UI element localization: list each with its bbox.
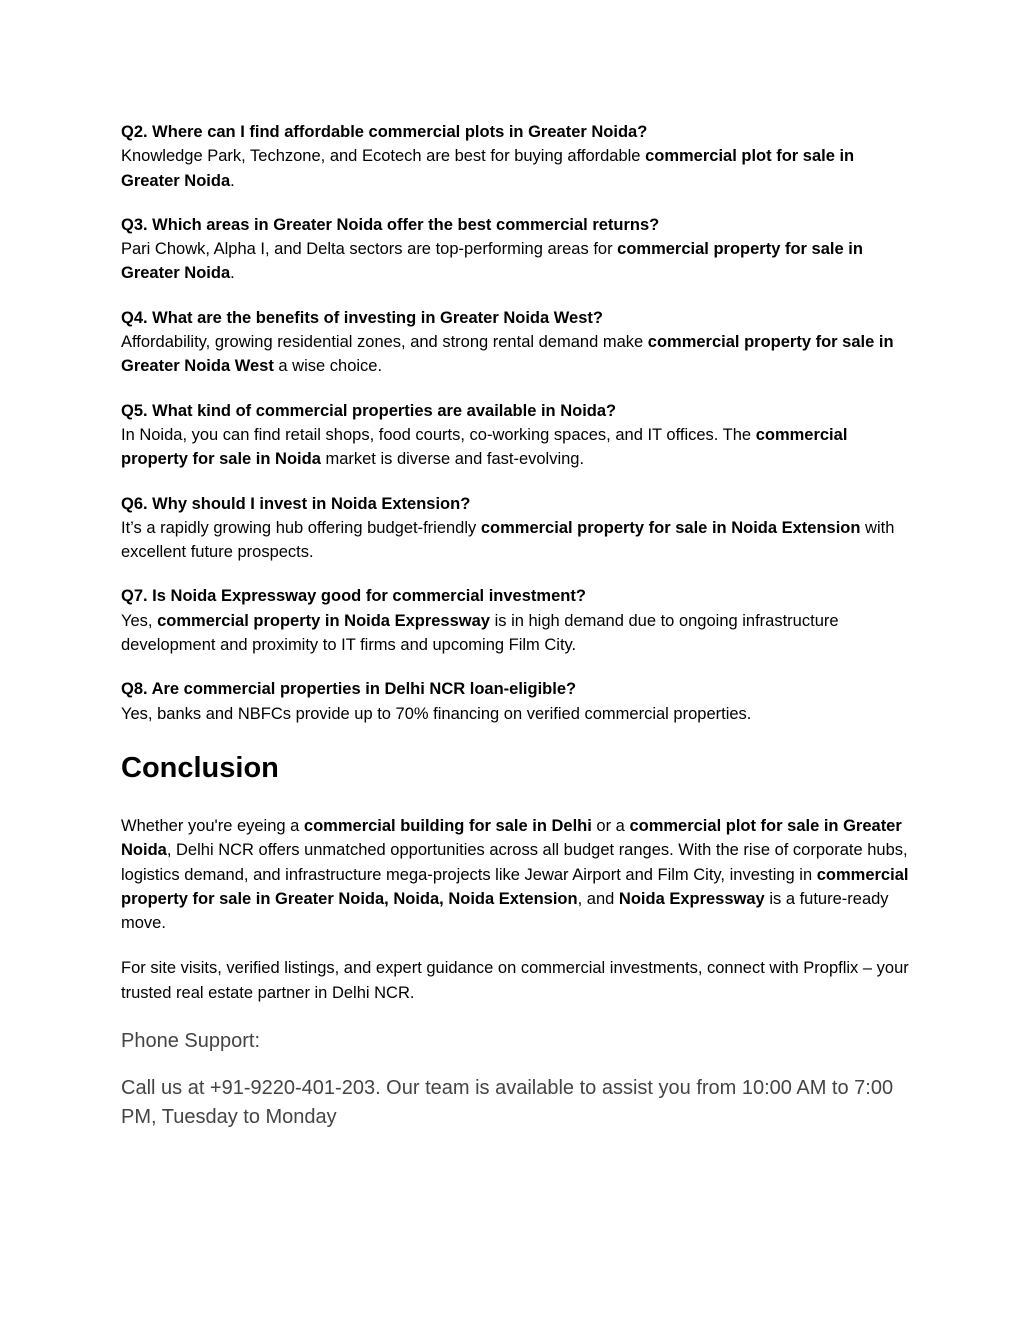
bold-keyword: commercial plot for sale in Greater Noida <box>121 816 902 860</box>
text-run: Yes, banks and NBFCs provide up to 70% financing on verified commercial properties. <box>121 704 752 723</box>
text-run: Knowledge Park, Techzone, and Ecotech are best for buying affordable <box>121 147 646 166</box>
contact-paragraph: For site visits, verified listings, and expert guidance on commercial investments, connect with Propflix – your trusted real estate partner in Delhi NCR. <box>121 959 909 1002</box>
text-run: a wise choice. <box>273 357 383 376</box>
text-run: with excellent future prospects. <box>121 518 895 562</box>
faq-answer <box>121 423 911 472</box>
text-run: market is diverse and fast-evolving. <box>320 450 585 469</box>
faq-question: Q7. Is Noida Expressway good for commercial investment? <box>121 587 586 606</box>
faq-question: Q3. Which areas in Greater Noida offer the best commercial returns? <box>121 215 660 234</box>
bold-keyword: commercial property for sale in Noida <box>121 425 848 469</box>
faq-answer <box>121 516 911 565</box>
text-run: . <box>230 264 235 283</box>
phone-support-label: Phone Support: <box>121 1030 260 1053</box>
bold-keyword: commercial property for sale in Greater Noida <box>121 240 863 283</box>
conclusion-paragraph <box>121 814 911 935</box>
bold-keyword: commercial property in Noida Expressway <box>157 611 490 630</box>
text-run: . <box>230 171 235 190</box>
bold-keyword: Noida Expressway <box>618 889 765 908</box>
text-run: , and <box>577 889 619 908</box>
bold-keyword: commercial property for sale in Greater Noida West <box>121 333 894 376</box>
faq-list <box>121 120 911 726</box>
faq-item <box>121 306 911 379</box>
faq-question: Q5. What kind of commercial properties are available in Noida? <box>121 401 617 420</box>
faq-item <box>121 120 911 193</box>
text-run: It’s a rapidly growing hub offering budget-friendly <box>121 518 481 537</box>
text-run: Affordability, growing residential zones, and strong rental demand make <box>121 333 648 352</box>
faq-question: Q2. Where can I find affordable commercial plots in Greater Noida? <box>121 123 648 141</box>
faq-question: Q6. Why should I invest in Noida Extension? <box>121 494 471 513</box>
bold-keyword: commercial property for sale in Noida Extension <box>480 518 861 537</box>
text-run: or a <box>591 816 630 835</box>
faq-answer <box>121 144 911 193</box>
faq-item <box>121 492 911 565</box>
faq-item <box>121 677 911 726</box>
phone-support-text: Call us at +91-9220-401-203. Our team is available to assist you from 10:00 AM to 7:00 PM, Tuesday to Monday <box>121 1077 894 1129</box>
document-page <box>121 120 911 1132</box>
faq-question: Q8. Are commercial properties in Delhi NCR loan-eligible? <box>121 680 577 699</box>
faq-question: Q4. What are the benefits of investing in Greater Noida West? <box>121 308 603 327</box>
faq-answer <box>121 702 911 726</box>
faq-item <box>121 213 911 286</box>
faq-item <box>121 584 911 657</box>
text-run: is a future-ready move. <box>121 889 889 933</box>
text-run: In Noida, you can find retail shops, food courts, co-working spaces, and IT offices. The <box>121 425 756 444</box>
faq-item <box>121 399 911 472</box>
bold-keyword: commercial plot for sale in Greater Noida <box>121 147 855 190</box>
text-run: Pari Chowk, Alpha I, and Delta sectors are top-performing areas for <box>121 240 618 259</box>
bold-keyword: commercial property for sale in Greater Noida, Noida, Noida Extension <box>121 865 909 908</box>
text-run: , Delhi NCR offers unmatched opportunities across all budget ranges. With the rise of corporate hubs, logistics demand, and infrastructure mega-projects like Jewar Airport and Film City, investing in <box>121 841 908 884</box>
faq-answer <box>121 237 911 286</box>
text-run: Whether you're eyeing a <box>121 816 304 835</box>
faq-answer <box>121 609 911 658</box>
bold-keyword: commercial building for sale in Delhi <box>303 816 592 835</box>
text-run: Yes, <box>121 611 158 630</box>
conclusion-heading: Conclusion <box>121 751 279 784</box>
faq-answer <box>121 330 911 379</box>
text-run: is in high demand due to ongoing infrastructure development and proximity to IT firms and upcoming Film City. <box>121 611 839 655</box>
